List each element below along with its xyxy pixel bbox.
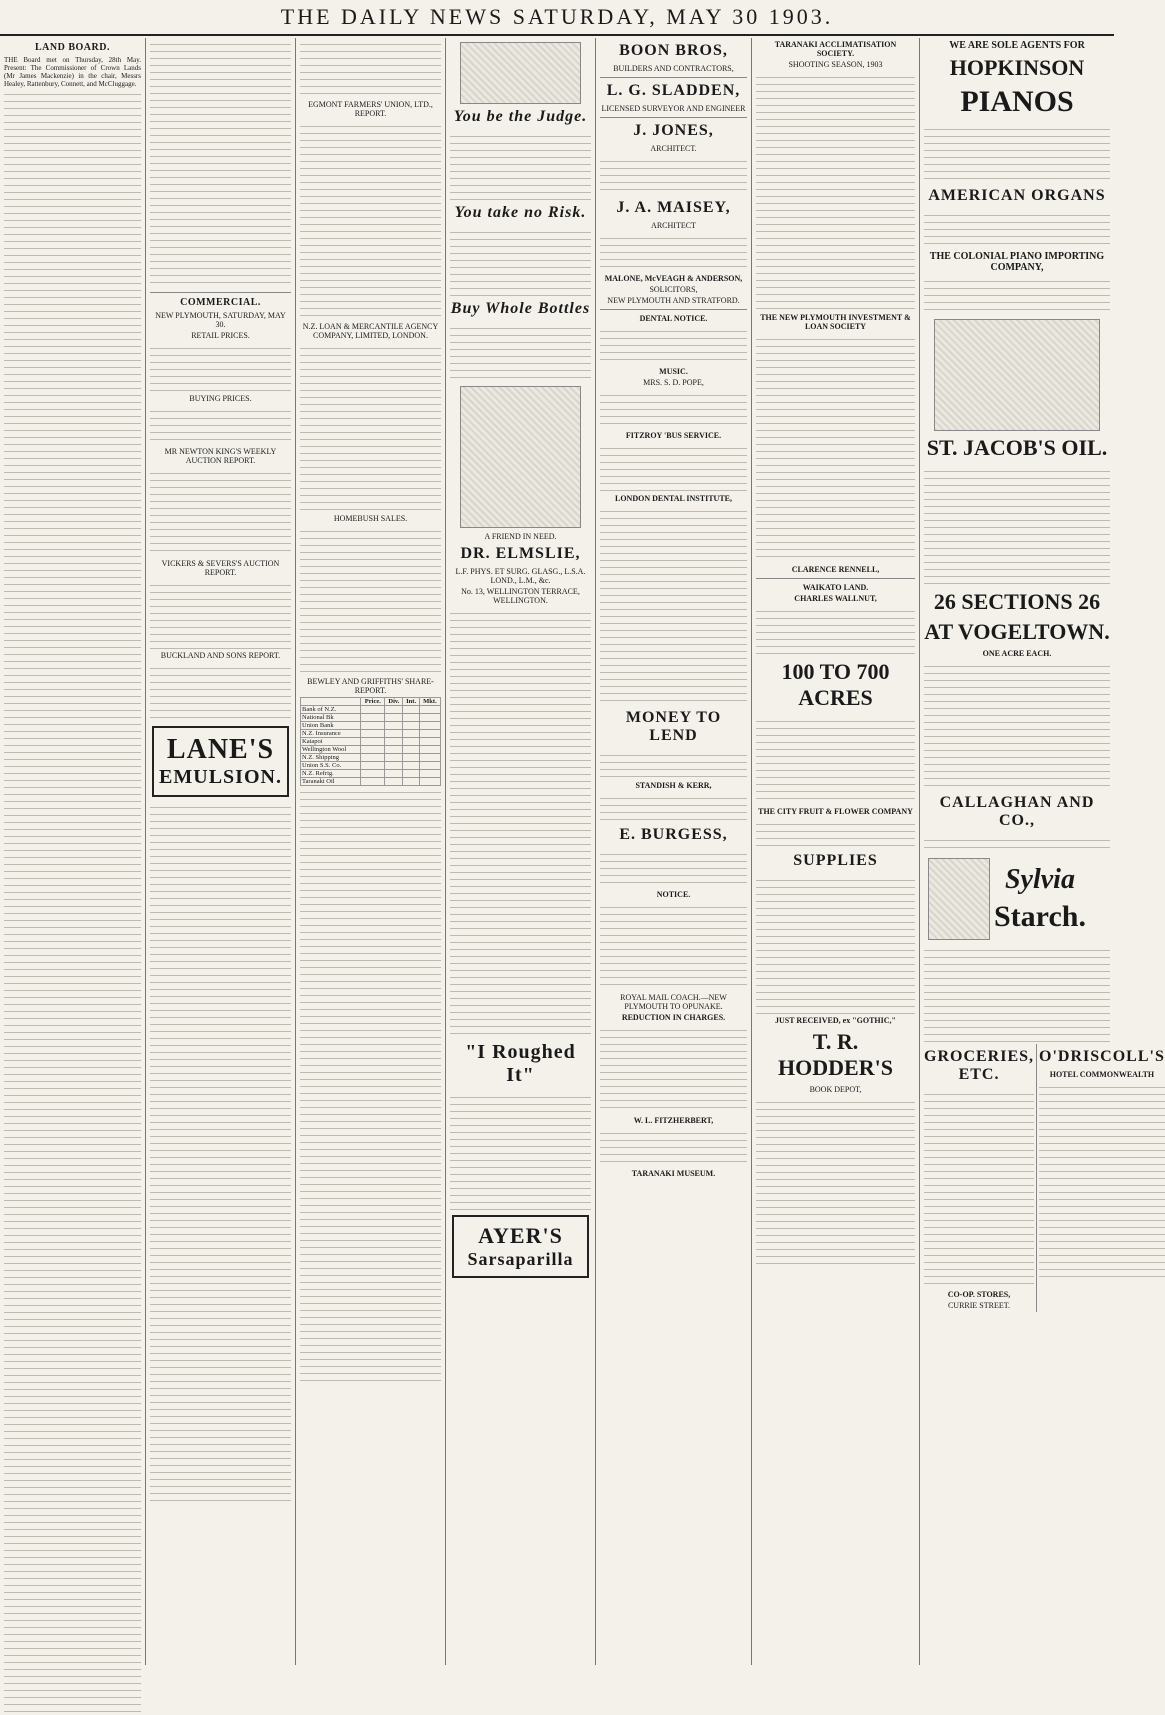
share-cell — [419, 746, 440, 754]
newton-heading: MR NEWTON KING'S WEEKLY AUCTION REPORT. — [164, 447, 277, 465]
odriscolls-text — [1039, 1081, 1165, 1281]
share-text — [300, 786, 441, 1386]
table-row — [301, 746, 441, 754]
share-cell — [361, 706, 385, 714]
dental-text — [600, 325, 747, 365]
column-1 — [0, 38, 146, 1665]
london-dental: LONDON DENTAL INSTITUTE, — [615, 494, 732, 503]
share-cell: Bank of N.Z. — [301, 706, 361, 714]
share-cell — [385, 770, 403, 778]
lanes-title: LANE'S — [166, 734, 275, 765]
clarence: CLARENCE RENNELL, — [791, 565, 880, 574]
share-cell — [361, 738, 385, 746]
investment: THE NEW PLYMOUTH INVESTMENT & LOAN SOCIETY — [760, 313, 911, 331]
share-cell — [419, 754, 440, 762]
retail-heading: RETAIL PRICES. — [191, 331, 250, 340]
hopkinson: HOPKINSON — [949, 55, 1085, 80]
share-table-header — [301, 698, 441, 706]
jacobs: ST. JACOB'S OIL. — [926, 435, 1108, 460]
jacobs-illustration — [934, 319, 1100, 431]
share-cell — [385, 762, 403, 770]
share-cell — [419, 770, 440, 778]
vogeltown-text — [924, 660, 1110, 790]
egmont-text — [300, 120, 441, 320]
table-row — [301, 730, 441, 738]
share-cell — [419, 730, 440, 738]
judge-text-1 — [450, 130, 591, 200]
column-4 — [446, 38, 596, 1665]
share-cell — [403, 770, 420, 778]
notice: NOTICE. — [656, 890, 691, 899]
share-cell — [385, 730, 403, 738]
reduction: REDUCTION IN CHARGES. — [621, 1013, 726, 1022]
sections: 26 SECTIONS 26 — [933, 589, 1101, 614]
sladden: L. G. SLADDEN, — [606, 82, 741, 99]
doctor-text — [450, 607, 591, 1037]
share-cell — [403, 738, 420, 746]
roughed-text — [450, 1091, 591, 1211]
buying-heading: BUYING PRICES. — [189, 394, 252, 403]
burgess: E. BURGESS, — [619, 826, 728, 843]
land-board-lead: THE Board met on Thursday, 28th May. Present: The Commissioner of Crown Lands (Mr James Mackenzie) in the chair, Messrs Healey, Rattenbury, Connett, and McCluggage. — [4, 56, 141, 88]
nz-loan-heading: N.Z. LOAN & MERCANTILE AGENCY COMPANY, LIMITED, LONDON. — [302, 322, 439, 340]
boon-bros: BOON BROS, — [619, 42, 728, 59]
acclim: TARANAKI ACCLIMATISATION SOCIETY. — [774, 40, 897, 58]
share-cell: Kaiapoi — [301, 738, 361, 746]
pope: MRS. S. D. POPE, — [643, 378, 704, 387]
fitzroy: FITZROY 'BUS SERVICE. — [625, 431, 722, 440]
sylvia: Sylvia — [1004, 864, 1075, 895]
bucklands-heading: BUCKLAND AND SONS REPORT. — [160, 651, 281, 660]
share-cell: N.Z. Refrig. — [301, 770, 361, 778]
malone: MALONE, McVEAGH & ANDERSON, — [604, 274, 743, 283]
share-cell — [385, 754, 403, 762]
maisey: J. A. MAISEY, — [616, 199, 731, 216]
share-cell — [361, 722, 385, 730]
share-cell — [385, 778, 403, 786]
share-cell — [419, 722, 440, 730]
column-3 — [296, 38, 446, 1665]
one-acre: ONE ACRE EACH. — [982, 649, 1052, 658]
share-cell — [403, 706, 420, 714]
table-row — [301, 762, 441, 770]
share-cell — [419, 762, 440, 770]
dental-notice: DENTAL NOTICE. — [639, 314, 708, 323]
museum: TARANAKI MUSEUM. — [631, 1169, 716, 1178]
resolution-text — [150, 38, 291, 288]
judge-text-2 — [450, 226, 591, 296]
hodder-text — [756, 1096, 915, 1266]
shooting-text — [756, 71, 915, 311]
share-col-header: Price. — [361, 698, 385, 706]
land-board-heading: LAND BOARD. — [35, 42, 110, 53]
agents: WE ARE SOLE AGENTS FOR — [949, 40, 1085, 51]
share-cell — [385, 738, 403, 746]
share-col-header: Int. — [403, 698, 420, 706]
malone-sub: SOLICITORS, — [649, 285, 698, 294]
organs-text — [924, 209, 1110, 249]
share-cell — [385, 706, 403, 714]
ayers-title: AYER'S — [478, 1223, 563, 1248]
share-cell — [361, 770, 385, 778]
vogeltown: AT VOGELTOWN. — [924, 619, 1110, 644]
hodder-sub: BOOK DEPOT, — [809, 1085, 862, 1094]
starch: Starch. — [994, 900, 1086, 933]
boon-sub: BUILDERS AND CONTRACTORS, — [613, 64, 734, 73]
city-fruit: THE CITY FRUIT & FLOWER COMPANY — [758, 807, 913, 816]
buying-text — [150, 405, 291, 445]
share-cell: Wellington Wool — [301, 746, 361, 754]
supplies: SUPPLIES — [793, 852, 878, 869]
share-cell — [361, 730, 385, 738]
nz-loan-text — [300, 342, 441, 512]
share-cell — [385, 722, 403, 730]
doctor-name: DR. ELMSLIE, — [460, 545, 581, 562]
share-cell — [403, 722, 420, 730]
land-board-body — [4, 88, 141, 1715]
masthead — [0, 0, 1114, 36]
share-cell — [403, 746, 420, 754]
malone-place: NEW PLYMOUTH AND STRATFORD. — [607, 296, 740, 305]
cattle-text — [300, 38, 441, 98]
share-cell: N.Z. Insurance — [301, 730, 361, 738]
jones-text — [600, 155, 747, 195]
callaghan-text — [924, 834, 1110, 854]
groceries-text — [924, 1088, 1034, 1288]
judge-text-3 — [450, 322, 591, 382]
friend-illustration — [460, 386, 581, 528]
money: MONEY TO LEND — [625, 709, 722, 744]
standish: STANDISH & KERR, — [635, 781, 712, 790]
organs: AMERICAN ORGANS — [928, 187, 1106, 204]
share-cell — [419, 778, 440, 786]
wallnut-text — [756, 605, 915, 655]
table-row — [301, 714, 441, 722]
column-7 — [920, 38, 1165, 1665]
share-cell — [403, 762, 420, 770]
sylvia-text — [924, 944, 1110, 1044]
jones: J. JONES, — [633, 122, 714, 139]
fitzherbert: W. L. FITZHERBERT, — [633, 1116, 714, 1125]
standish-text — [600, 792, 747, 822]
commonwealth: HOTEL COMMONWEALTH — [1049, 1070, 1155, 1079]
table-row — [301, 754, 441, 762]
jones-sub: ARCHITECT. — [650, 144, 697, 153]
share-cell — [403, 754, 420, 762]
wallnut: CHARLES WALLNUT, — [794, 594, 877, 603]
pope-text — [600, 389, 747, 429]
callaghan: CALLAGHAN AND CO., — [939, 794, 1095, 829]
masthead-title: THE DAILY NEWS SATURDAY, MAY 30 1903. — [280, 4, 834, 29]
sylvia-box-illustration — [928, 858, 990, 940]
money-text — [600, 749, 747, 779]
sylvia-ad — [924, 854, 1110, 944]
reduction-text — [600, 1024, 747, 1114]
share-heading: BEWLEY AND GRIFFITHS' SHARE-REPORT. — [307, 677, 434, 695]
fitzroy-text — [600, 442, 747, 492]
music: MUSIC. — [659, 367, 688, 376]
homebush-heading: HOMEBUSH SALES. — [333, 514, 408, 523]
sladden-sub: LICENSED SURVEYOR AND ENGINEER — [601, 104, 746, 113]
maisey-text — [600, 232, 747, 272]
vickers-heading: VICKERS & SEVERS'S AUCTION REPORT. — [161, 559, 280, 577]
share-cell — [361, 746, 385, 754]
retail-text — [150, 342, 291, 392]
burgess-text — [600, 848, 747, 888]
share-cell: National Bk — [301, 714, 361, 722]
acres-text — [756, 715, 915, 805]
share-table — [300, 697, 441, 786]
odriscolls: O'DRISCOLL'S — [1039, 1048, 1165, 1065]
groceries: GROCERIES, ETC. — [924, 1048, 1035, 1083]
pianos-text — [924, 123, 1110, 183]
wolfe-illustration — [460, 42, 581, 104]
bottom-ads — [924, 1044, 1165, 1312]
judge-line-3: Buy Whole Bottles — [450, 300, 591, 317]
vickers-text — [150, 579, 291, 649]
share-cell — [361, 778, 385, 786]
share-cell — [361, 714, 385, 722]
commercial-date: NEW PLYMOUTH, SATURDAY, MAY 30. — [155, 311, 286, 329]
share-cell — [403, 778, 420, 786]
maisey-sub: ARCHITECT — [651, 221, 696, 230]
table-row — [301, 778, 441, 786]
column-6 — [752, 38, 920, 1665]
share-cell — [419, 714, 440, 722]
share-cell — [419, 706, 440, 714]
fitzherbert-text — [600, 1127, 747, 1167]
share-cell — [385, 746, 403, 754]
colonial-text — [924, 275, 1110, 315]
share-cell — [403, 714, 420, 722]
royal-mail: ROYAL MAIL COACH.—NEW PLYMOUTH TO OPUNAKE. — [620, 993, 727, 1011]
table-row — [301, 722, 441, 730]
supplies-text — [756, 874, 915, 1014]
pianos: PIANOS — [960, 85, 1074, 118]
london-dental-text — [600, 505, 747, 705]
column-2 — [146, 38, 296, 1665]
roughed-it: "I Roughed It" — [465, 1041, 576, 1086]
column-5 — [596, 38, 752, 1665]
just-received: JUST RECEIVED, ex "GOTHIC," — [775, 1016, 896, 1025]
share-cell: N.Z. Shipping — [301, 754, 361, 762]
table-row — [301, 770, 441, 778]
acres: 100 TO 700 ACRES — [781, 659, 890, 710]
judge-line-2: You take no Risk. — [454, 204, 587, 221]
waikato: WAIKATO LAND. — [802, 583, 869, 592]
investment-text — [756, 333, 915, 563]
friend-heading: A FRIEND IN NEED. — [484, 532, 557, 541]
commercial-heading: COMMERCIAL. — [180, 297, 261, 308]
table-row — [301, 706, 441, 714]
share-col-header: Mkt. — [419, 698, 440, 706]
notice-text — [600, 901, 747, 991]
share-cell: Union S.S. Co. — [301, 762, 361, 770]
lanes-text — [150, 801, 291, 1501]
share-col-header — [301, 698, 361, 706]
colonial: THE COLONIAL PIANO IMPORTING COMPANY, — [929, 251, 1105, 273]
table-row — [301, 738, 441, 746]
bucklands-text — [150, 662, 291, 722]
share-cell — [385, 714, 403, 722]
homebush-text — [300, 525, 441, 675]
doctor-sub: L.F. PHYS. ET SURG. GLASG., L.S.A. LOND., L.M., &c. — [455, 567, 586, 585]
share-cell — [361, 762, 385, 770]
lanes-emulsion-ad — [152, 726, 289, 797]
share-col-header: Div. — [385, 698, 403, 706]
currie: CURRIE STREET. — [947, 1301, 1011, 1310]
newton-text — [150, 467, 291, 557]
share-cell — [419, 738, 440, 746]
share-cell — [403, 730, 420, 738]
judge-line-1: You be the Judge. — [453, 108, 588, 125]
hodder: T. R. HODDER'S — [778, 1029, 893, 1080]
doctor-address: No. 13, WELLINGTON TERRACE, WELLINGTON. — [461, 587, 580, 605]
jacobs-text — [924, 465, 1110, 585]
city-fruit-text — [756, 818, 915, 848]
shooting: SHOOTING SEASON, 1903 — [788, 60, 883, 69]
egmont-heading: EGMONT FARMERS' UNION, LTD., REPORT. — [308, 100, 433, 118]
ayers-ad — [452, 1215, 589, 1278]
co-op: CO-OP. STORES, — [947, 1290, 1011, 1299]
emulsion-title: EMULSION. — [159, 766, 282, 788]
sarsaparilla-title: Sarsaparilla — [467, 1249, 574, 1269]
share-cell: Union Bank — [301, 722, 361, 730]
share-cell — [361, 754, 385, 762]
share-cell: Taranaki Oil — [301, 778, 361, 786]
